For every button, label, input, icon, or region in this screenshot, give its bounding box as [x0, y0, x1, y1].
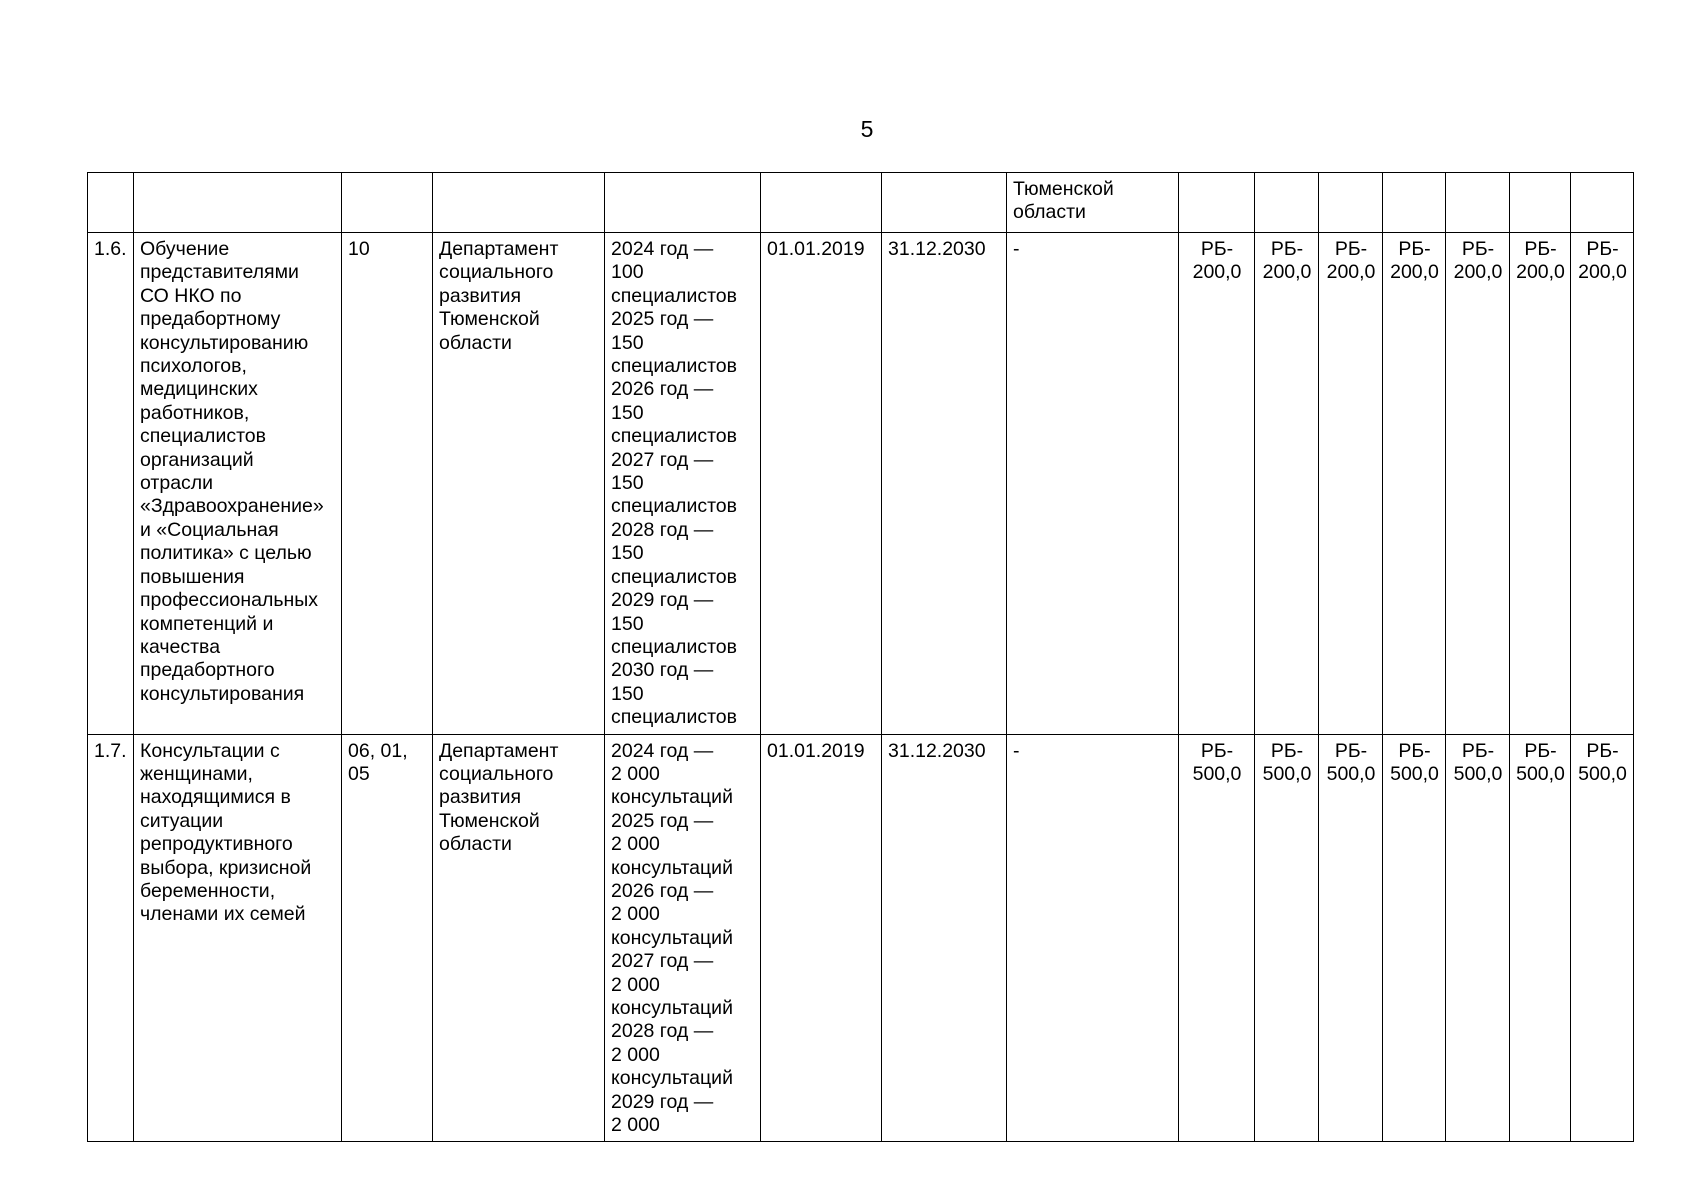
table-row-continuation — [88, 173, 1634, 233]
funding-cell: РБ- 200,0 — [1446, 233, 1510, 735]
funding-cell: РБ- 200,0 — [1383, 233, 1446, 735]
table-cell — [134, 173, 342, 233]
table-row — [88, 233, 1634, 735]
code-cell: 10 — [342, 233, 433, 735]
funding-cell: РБ- 500,0 — [1255, 734, 1319, 1142]
funding-cell: РБ- 200,0 — [1179, 233, 1255, 735]
funding-cell: РБ- 200,0 — [1319, 233, 1383, 735]
funding-cell: РБ- 500,0 — [1571, 734, 1634, 1142]
executor-cell: Департамент социального развития Тюменской области — [433, 734, 605, 1142]
funding-cell: РБ- 200,0 — [1571, 233, 1634, 735]
start-date-cell: 01.01.2019 — [761, 734, 882, 1142]
start-date-cell: 01.01.2019 — [761, 233, 882, 735]
funding-cell: РБ- 500,0 — [1179, 734, 1255, 1142]
table-cell — [1179, 173, 1255, 233]
funding-cell: РБ- 500,0 — [1319, 734, 1383, 1142]
table-cell — [88, 173, 134, 233]
end-date-cell: 31.12.2030 — [882, 734, 1007, 1142]
table-cell — [605, 173, 761, 233]
funding-cell: РБ- 500,0 — [1510, 734, 1571, 1142]
table-cell — [1571, 173, 1634, 233]
table-row — [88, 734, 1634, 1142]
activity-cell: Обучение представителями СО НКО по предабортному консультированию психологов, медицинских работников, специалистов организаций отрасли «Здравоохранение» и «Социальная политика» с целью повышения профессиональных компетенций и качества предабортного консультирования — [134, 233, 342, 735]
funding-cell: РБ- 200,0 — [1255, 233, 1319, 735]
activity-cell: Консультации с женщинами, находящимися в ситуации репродуктивного выбора, кризисной беременности, членами их семей — [134, 734, 342, 1142]
co-executor-cell: Тюменской области — [1007, 173, 1179, 233]
funding-cell: РБ- 500,0 — [1383, 734, 1446, 1142]
co-executor-cell: - — [1007, 734, 1179, 1142]
table-cell — [761, 173, 882, 233]
code-cell: 06, 01, 05 — [342, 734, 433, 1142]
end-date-cell: 31.12.2030 — [882, 233, 1007, 735]
table-cell — [882, 173, 1007, 233]
table-cell — [1255, 173, 1319, 233]
measures-table — [87, 172, 1634, 1142]
table-cell — [1446, 173, 1510, 233]
funding-cell: РБ- 200,0 — [1510, 233, 1571, 735]
indicators-cell: 2024 год — 100 специалистов 2025 год — 150 специалистов 2026 год — 150 специалистов 2027 год — 150 специалистов 2028 год — 150 специалистов 2029 год — 150 специалистов 2030 год — 150 специалистов — [605, 233, 761, 735]
executor-cell: Департамент социального развития Тюменской области — [433, 233, 605, 735]
row-number-cell: 1.7. — [88, 734, 134, 1142]
table-cell — [433, 173, 605, 233]
co-executor-cell: - — [1007, 233, 1179, 735]
table-cell — [342, 173, 433, 233]
indicators-cell: 2024 год — 2 000 консультаций 2025 год — 2 000 консультаций 2026 год — 2 000 консультаций 2027 год — 2 000 консультаций 2028 год — 2 000 консультаций 2029 год — 2 000 — [605, 734, 761, 1142]
row-number-cell: 1.6. — [88, 233, 134, 735]
funding-cell: РБ- 500,0 — [1446, 734, 1510, 1142]
table-cell — [1510, 173, 1571, 233]
page-number: 5 — [860, 116, 874, 142]
table-cell — [1319, 173, 1383, 233]
table-cell — [1383, 173, 1446, 233]
